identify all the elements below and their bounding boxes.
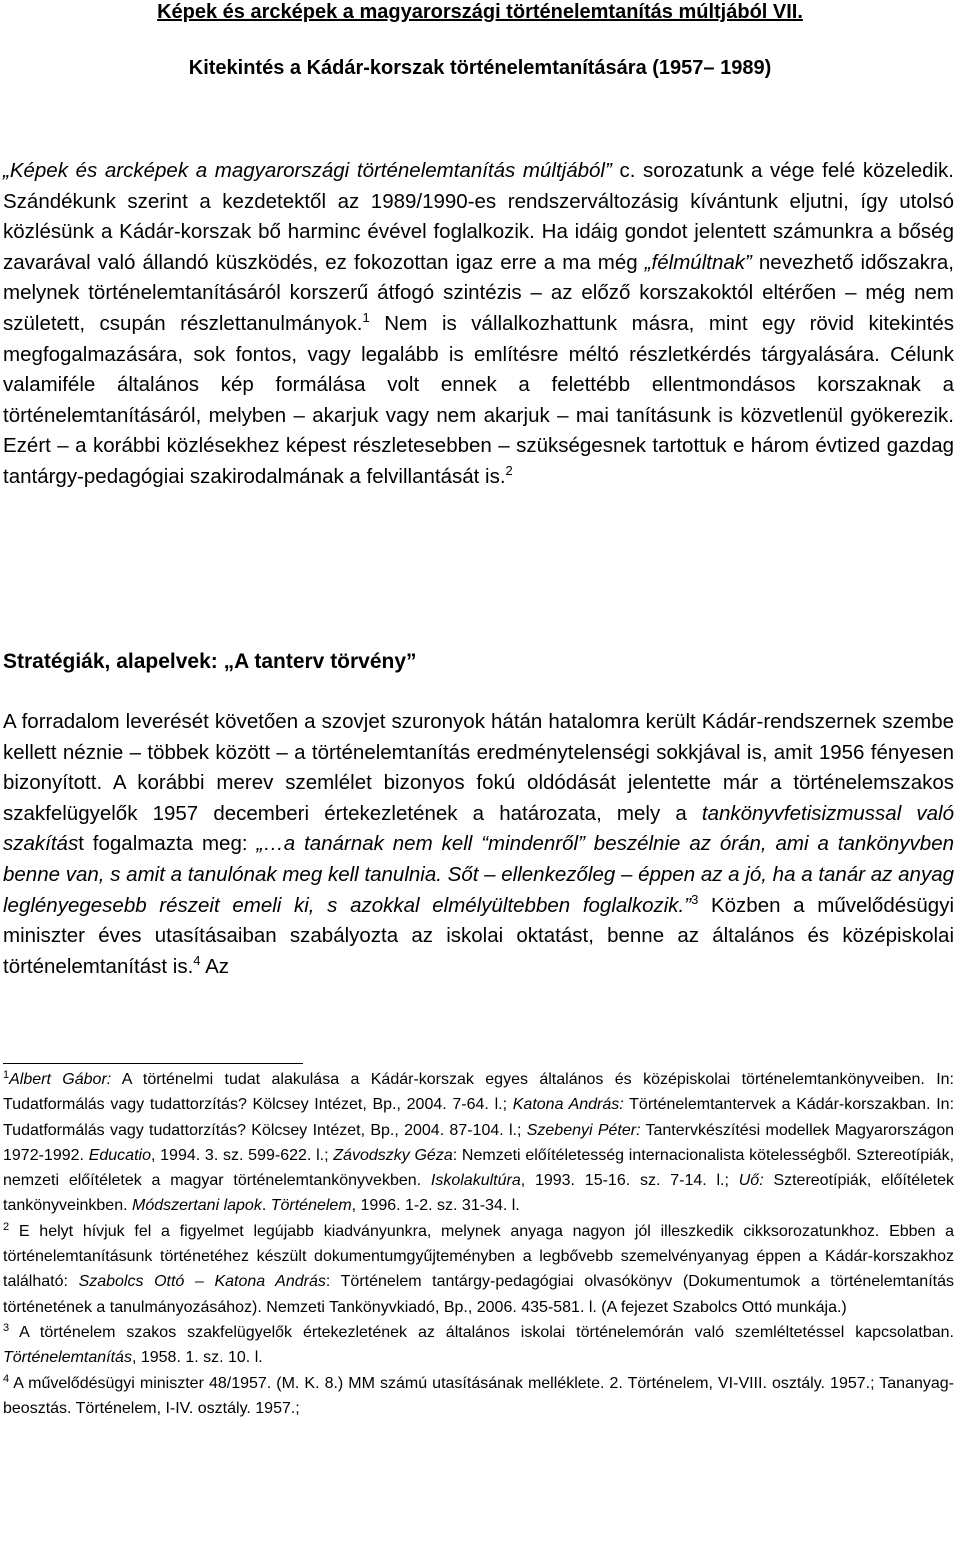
fn1-text-3: Tantervkészítési modellek Magyarországon 1972-1992.	[3, 1121, 955, 1164]
section-text-4: Az	[200, 954, 230, 978]
fn4-text-1: A művelődésügyi miniszter 48/1957. (M. K. 8.) MM számú utasításának melléklete. 2. Történelem, VI-VIII. osztály. 1957.; Tananyag-beosztás. Történelem, I-IV. osztály. 1957.;	[3, 1374, 954, 1417]
fn1-text-5: : Nemzeti előítéletesség internacionalista kötelességből. Sztereotípiák, nemzeti előítéletek a magyar történelemtankönyvekben.	[3, 1146, 955, 1190]
fn2-text-2: : Történelem tantárgy-pedagógiai olvasókönyv (Dokumentumok a történelemtanítás történetének a tanulmányozásához). Nemzeti Tankönyvkiadó, Bp., 2006. 435-581. l. (A fejezet Szabolcs Ottó munkája.)	[3, 1273, 954, 1316]
document-subtitle: Kitekintés a Kádár-korszak történelemtanítására (1957– 1989)	[188, 57, 772, 79]
fn1-author-3: Szebenyi Péter:	[526, 1121, 641, 1139]
footnote-number-2: 2	[3, 1220, 10, 1233]
footnote-3	[3, 1320, 954, 1371]
fn2-text-1: E helyt hívjuk fel a figyelmet legújabb kiadványunkra, melynek anyaga nagyon jól illeszkedik cikksorozatunkhoz. Ebben a történelemtanításunk történetéhez készült dokumentumgyűjteményben a legbővebb szemelvényanyag éppen a Kádár-korszakhoz található:	[3, 1222, 954, 1291]
fn1-text-1: A történelmi tudat alakulása a Kádár-korszak egyes általános és középiskolai történelemtankönyveiben. In: Tudatformálás vagy tudattorzítás? Kölcsey Intézet, Bp., 2004. 7-64. l.;	[3, 1071, 955, 1114]
fn1-author-2: Katona András:	[512, 1096, 624, 1114]
fn1-journal-1: Educatio	[88, 1146, 151, 1164]
footnote-2	[3, 1219, 954, 1320]
footnotes	[3, 1067, 954, 1421]
felmult-term: „félmúltnak”	[644, 250, 752, 274]
footnote-number-4: 4	[3, 1372, 10, 1385]
footnote-separator	[3, 1063, 303, 1064]
series-title: „Képek és arcképek a magyarországi történelemtanítás múltjából”	[3, 159, 612, 182]
intro-text-3: Nem is vállalkozhattunk másra, mint egy rövid kitekintés megfogalmazására, sok fontos, vagy legalább is említésre méltó részletkérdés tárgyalására. Célunk valamiféle általános kép formálása volt ennek a felettébb ellentmondásos korszaknak a történelemtanításáról, melyben – akarjuk vagy nem akarjuk – mai tanításunk is közvetlenül gyökerezik. Ezért – a korábbi közlésekhez képest részletesebben – szükségesnek tartottuk e három évtized gazdag tantárgy-pedagógiai szakirodalmának a felvillantását is.	[3, 311, 954, 488]
footnote-1	[3, 1067, 954, 1219]
section-text-3: Közben a művelődésügyi miniszter éves utasításaiban szabályozta az iskolai oktatást, benne az általános és középiskolai történelemtanítást is.	[3, 893, 954, 978]
fn1-text-6: , 1993. 15-16. sz. 7-14. l.;	[520, 1172, 739, 1190]
fn1-text-7: Sztereotípiák, előítéletek tankönyveinkben.	[3, 1172, 955, 1215]
intro-paragraph	[3, 156, 954, 493]
intro-text-1: c. sorozatunk a vége felé közeledik. Szándékunk szerint a kezdetektől az 1989/1990-es rendszerváltozásig kívántunk eljutni, így utolsó közlésünk a Kádár-korszak bő harminc évével foglalkozik. Ha idáig gondot jelentett számunkra a bőség zavarával való állandó küszködés, ez fokozottan igaz erre a ma még	[3, 159, 954, 274]
section-heading: Stratégiák, alapelvek: „A tanterv törvény”	[3, 650, 417, 673]
fn1-text-2: Történelemtantervek a Kádár-korszakban. In: Tudatformálás vagy tudattorzítás? Kölcsey Intézet, Bp., 2004. 87-104. l.;	[3, 1096, 955, 1139]
fn1-text-4: , 1994. 3. sz. 599-622. l.;	[150, 1146, 334, 1164]
section-text-1: A forradalom leverését követően a szovjet szuronyok hátán hatalomra került Kádár-rendszernek szembe kellett néznie – többek között – a történelemtanítás eredménytelenségi sokkjával is, amit 1956 fényesen bizonyított. A korábbi merev szemlélet bizonyos fokú oldódását jelentette már a történelemszakos szakfelügyelők 1957 decemberi értekezletének a határozata, mely a	[3, 710, 954, 825]
footnote-number-3: 3	[3, 1321, 10, 1334]
fn1-journal-2: Iskolakultúra	[430, 1172, 521, 1190]
document-title: Képek és arcképek a magyarországi történelemtanítás múltjából VII.	[157, 1, 803, 23]
fn3-text-2: , 1958. 1. sz. 10. l.	[131, 1349, 263, 1367]
footnote-ref-3[interactable]: 3	[691, 891, 699, 907]
fn2-authors: Szabolcs Ottó – Katona András	[78, 1273, 326, 1291]
section-italic-term: tankönyvfetisizmussal való szakítás	[3, 801, 955, 856]
fn1-journal-4: Történelem	[270, 1197, 352, 1215]
fn3-journal: Történelemtanítás	[3, 1349, 132, 1367]
fn1-journal-3: Módszertani lapok	[131, 1197, 262, 1215]
section-text-2: t fogalmazta meg:	[78, 832, 257, 856]
intro-text-2: nevezhető időszakra, melynek történelemtanításáról korszerű átfogó szintézis – az előző korszakoktól eltérően – még nem született, csupán részlettanulmányok.	[3, 250, 954, 335]
fn1-text-8: .	[261, 1197, 271, 1215]
fn1-author-5: Uő:	[738, 1172, 764, 1190]
footnote-ref-2[interactable]: 2	[505, 463, 513, 479]
section-quote: „…a tanárnak nem kell “mindenről” beszélnie az órán, ami a tankönyvben benne van, s amit a tanulónak meg kell tanulnia. Sőt – ellenkezőleg – éppen az a jó, ha a tanár az anyag leglényegesebb részeit emeli ki, s azokkal elmélyültebben foglalkozik.”	[3, 832, 954, 917]
footnote-ref-1[interactable]: 1	[362, 310, 370, 326]
footnote-ref-4[interactable]: 4	[193, 952, 201, 968]
fn1-text-9: , 1996. 1-2. sz. 31-34. l.	[351, 1197, 520, 1215]
section-paragraph	[3, 707, 954, 982]
fn1-author-4: Závodszky Géza	[333, 1146, 453, 1164]
fn1-author-1: Albert Gábor:	[9, 1071, 112, 1088]
fn3-text-1: A történelem szakos szakfelügyelők értekezletének az általános iskolai történelemórán való szemléltetéssel kapcsolatban.	[9, 1323, 954, 1341]
footnote-number-1: 1	[3, 1069, 10, 1081]
footnote-4	[3, 1371, 954, 1422]
